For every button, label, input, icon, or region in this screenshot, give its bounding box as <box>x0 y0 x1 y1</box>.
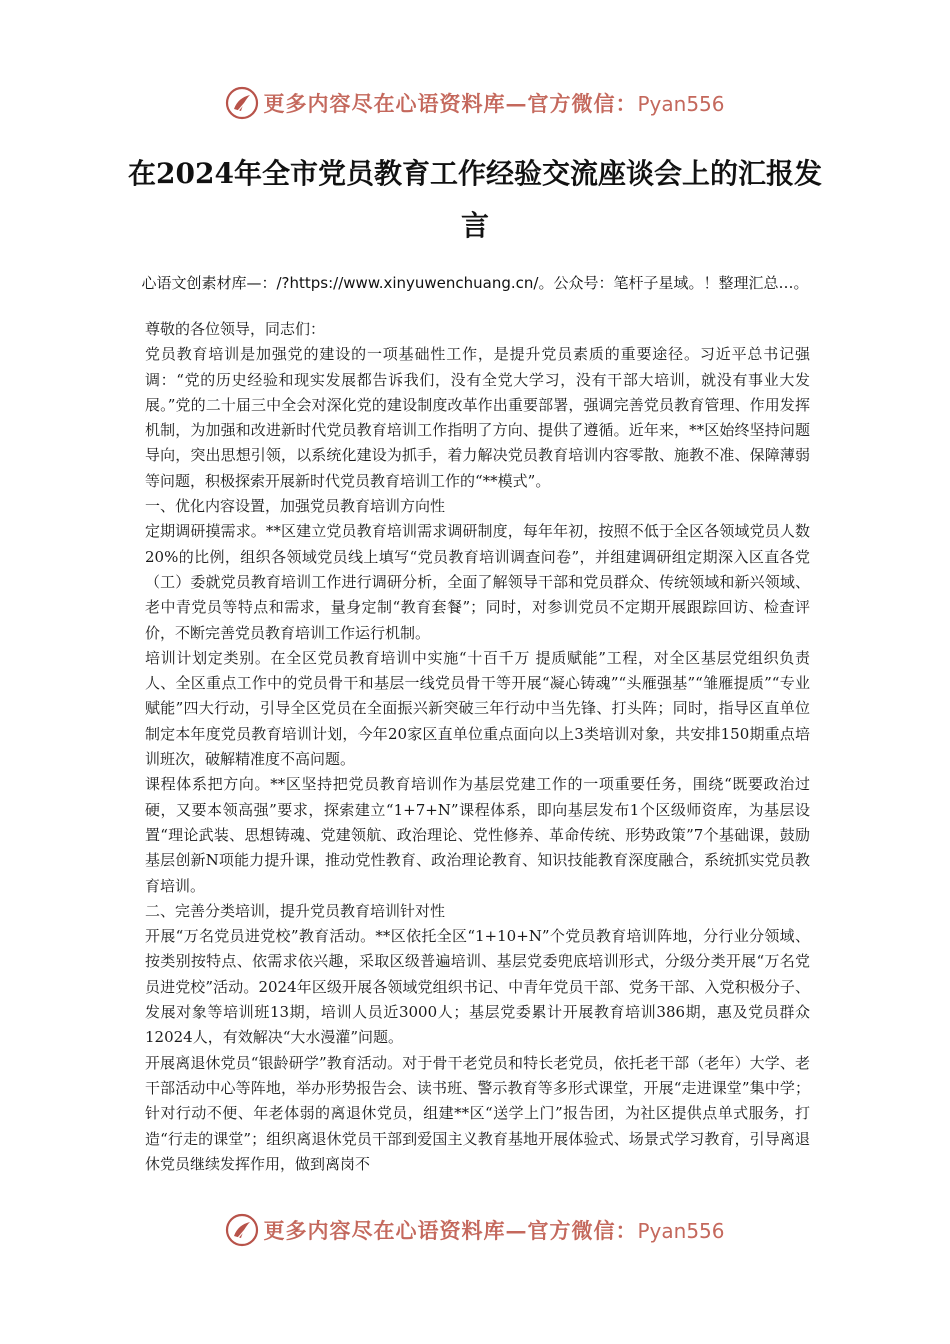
banner-text-cn: 更多内容尽在心语资料库—官方微信： <box>263 1218 638 1243</box>
banner-text <box>263 88 724 118</box>
paragraph: 定期调研摸需求。**区建立党员教育培训需求调研制度，每年年初，按照不低于全区各领域党员人数20%的比例，组织各领域党员线上填写“党员教育培训调查问卷”，并组建调研组定期深入区直各党（工）委就党员教育培训工作进行调研分析，全面了解领导干部和党员群众、传统领域和新兴领域、老中青党员等特点和需求，量身定制“教育套餐”；同时，对参训党员不定期开展跟踪回访、检查评价，不断完善党员教育培训工作运行机制。 <box>145 522 810 642</box>
paragraph: 党员教育培训是加强党的建设的一项基础性工作，是提升党员素质的重要途径。习近平总书记强调：“党的历史经验和现实发展都告诉我们，没有全党大学习，没有干部大培训，就没有事业大发展。”党的二十届三中全会对深化党的建设制度改革作出重要部署，强调完善党员教育管理、作用发挥机制，为加强和改进新时代党员教育培训工作指明了方向、提供了遵循。近年来，**区始终坚持问题导向，突出思想引领，以系统化建设为抓手，着力解决党员教育培训内容零散、施教不准、保障薄弱等问题，积极探索开展新时代党员教育培训工作的“**模式”。 <box>145 345 810 490</box>
banner-text <box>263 1215 724 1245</box>
paragraph: 课程体系把方向。**区坚持把党员教育培训作为基层党建工作的一项重要任务，围绕“既要政治过硬，又要本领高强”要求，探索建立“1+7+N”课程体系，即向基层发布1个区级师资库，为基层设置“理论武装、思想铸魂、党建领航、政治理论、党性修养、革命传统、形势政策”7个基础课，鼓励基层创新N项能力提升课，推动党性教育、政治理论教育、知识技能教育深度融合，系统抓实党员教育培训。 <box>145 775 810 895</box>
section-heading: 二、完善分类培训，提升党员教育培训针对性 <box>145 901 446 920</box>
banner-text-cn: 更多内容尽在心语资料库—官方微信： <box>263 91 638 116</box>
xinyu-logo-icon <box>225 86 259 120</box>
source-note: 心语文创素材库—：/?https://www.xinyuwenchuang.cn/。公众号：笔杆子星域。！整理汇总…。 <box>141 274 809 292</box>
paragraph: 开展“万名党员进党校”教育活动。**区依托全区“1+10+N”个党员教育培训阵地，分行业分领域、按类别按特点、依需求依兴趣，采取区级普遍培训、基层党委兜底培训形式，分级分类开展“万名党员进党校”活动。2024年区级开展各领域党组织书记、中青年党员干部、党务干部、入党积极分子、发展对象等培训班13期，培训人员近3000人；基层党委累计开展教育培训386期，惠及党员群众12024人，有效解决“大水漫灌”问题。 <box>145 927 810 1047</box>
section-heading: 一、优化内容设置，加强党员教育培训方向性 <box>145 497 446 516</box>
top-watermark-banner <box>0 83 950 123</box>
paragraph: 开展离退休党员“银龄研学”教育活动。对于骨干老党员和特长老党员，依托老干部（老年）大学、老干部活动中心等阵地，举办形势报告会、读书班、警示教育等多形式课堂，开展“走进课堂”集中学；针对行动不便、年老体弱的离退休党员，组建**区“送学上门”报告团，为社区提供点单式服务，打造“行走的课堂”；组织离退休党员干部到爱国主义教育基地开展体验式、场景式学习教育，引导离退休党员继续发挥作用，做到离岗不 <box>145 1053 810 1173</box>
banner-wechat-id: Pyan556 <box>637 92 725 116</box>
document-body <box>145 317 810 1177</box>
bottom-watermark-banner <box>0 1210 950 1250</box>
paragraph: 培训计划定类别。在全区党员教育培训中实施“十百千万 提质赋能”工程，对全区基层党组织负责人、全区重点工作中的党员骨干和基层一线党员骨干等开展“凝心铸魂”“头雁强基”“雏雁提质”“专业赋能”四大行动，引导全区党员在全面振兴新突破三年行动中当先锋、打头阵；同时，指导区直单位制定本年度党员教育培训计划，今年20家区直单位重点面向以上3类培训对象，共安排150期重点培训班次，破解精准度不高问题。 <box>145 648 810 769</box>
document-title: 在2024年全市党员教育工作经验交流座谈会上的汇报发言 <box>128 157 822 242</box>
xinyu-logo-icon <box>225 1213 259 1247</box>
banner-wechat-id: Pyan556 <box>637 1219 725 1243</box>
salutation: 尊敬的各位领导，同志们： <box>145 320 326 338</box>
